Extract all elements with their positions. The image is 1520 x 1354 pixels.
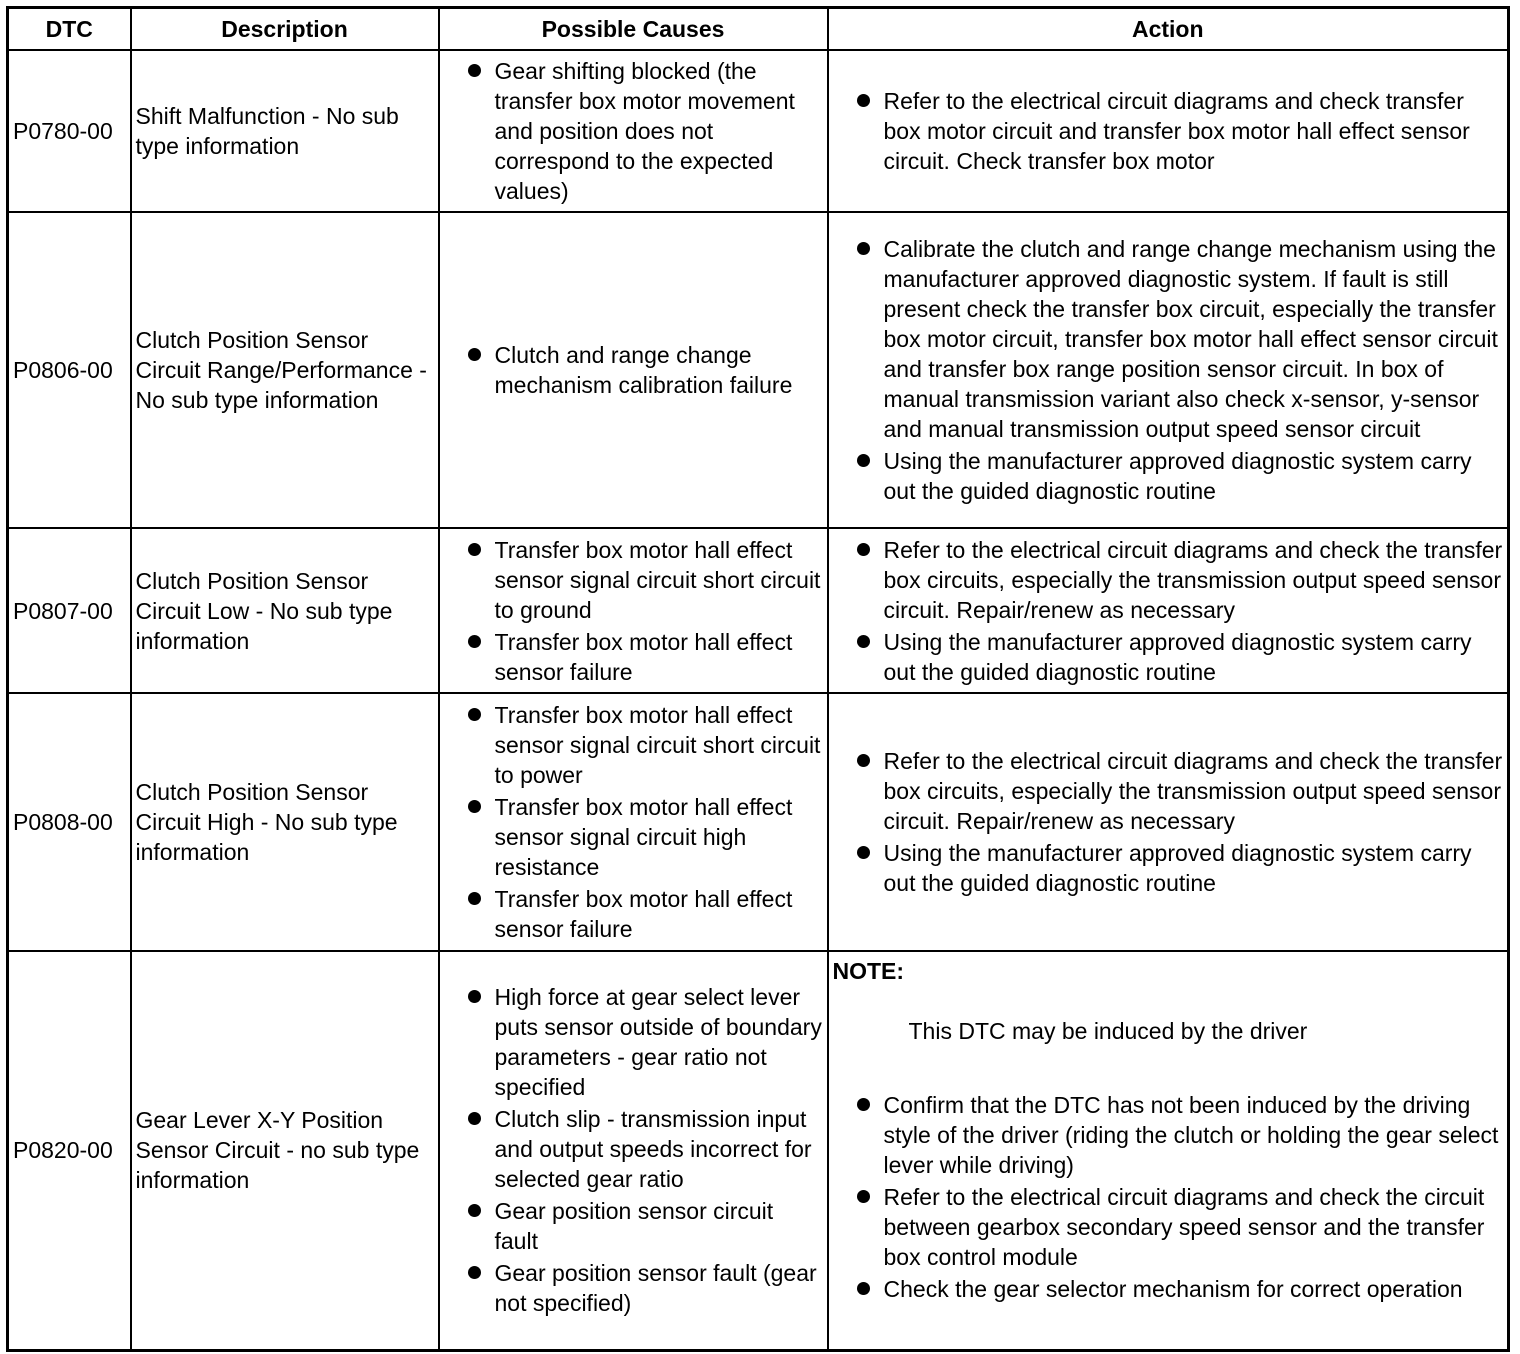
dtc-description: Gear Lever X-Y Position Sensor Circuit - no sub type information <box>131 951 439 1350</box>
list-item: Using the manufacturer approved diagnostic system carry out the guided diagnostic routine <box>833 627 1504 687</box>
causes-list <box>444 340 823 400</box>
table-row <box>8 50 1509 212</box>
table-header-row <box>8 8 1509 51</box>
causes-list <box>444 535 823 687</box>
action-cell <box>828 528 1509 693</box>
actions-list <box>833 1090 1504 1304</box>
actions-list <box>833 86 1504 176</box>
list-item: Check the gear selector mechanism for correct operation <box>833 1274 1504 1304</box>
dtc-code: P0820-00 <box>8 951 131 1350</box>
action-cell <box>828 212 1509 528</box>
causes-list <box>444 982 823 1318</box>
possible-causes-cell <box>439 951 828 1350</box>
dtc-table <box>6 6 1510 1352</box>
dtc-code: P0807-00 <box>8 528 131 693</box>
header-possible-causes: Possible Causes <box>439 8 828 51</box>
dtc-code: P0808-00 <box>8 693 131 951</box>
list-item: High force at gear select lever puts sensor outside of boundary parameters - gear ratio not specified <box>444 982 823 1102</box>
actions-list <box>833 234 1504 506</box>
header-description: Description <box>131 8 439 51</box>
list-item: Refer to the electrical circuit diagrams and check the circuit between gearbox secondary speed sensor and the transfer box control module <box>833 1182 1504 1272</box>
possible-causes-cell <box>439 212 828 528</box>
table-row <box>8 528 1509 693</box>
table-row <box>8 951 1509 1350</box>
note-text: This DTC may be induced by the driver <box>908 1018 1308 1044</box>
table-row <box>8 693 1509 951</box>
action-cell <box>828 951 1509 1350</box>
causes-list <box>444 56 823 206</box>
list-item: Transfer box motor hall effect sensor failure <box>444 884 823 944</box>
dtc-description: Clutch Position Sensor Circuit Low - No sub type information <box>131 528 439 693</box>
causes-list <box>444 700 823 944</box>
list-item: Gear position sensor fault (gear not specified) <box>444 1258 823 1318</box>
actions-list <box>833 746 1504 898</box>
list-item: Gear position sensor circuit fault <box>444 1196 823 1256</box>
note-label: NOTE: <box>832 958 905 984</box>
list-item: Transfer box motor hall effect sensor signal circuit short circuit to ground <box>444 535 823 625</box>
list-item: Using the manufacturer approved diagnostic system carry out the guided diagnostic routine <box>833 446 1504 506</box>
list-item: Transfer box motor hall effect sensor signal circuit short circuit to power <box>444 700 823 790</box>
list-item: Clutch and range change mechanism calibration failure <box>444 340 823 400</box>
action-cell <box>828 50 1509 212</box>
list-item: Refer to the electrical circuit diagrams and check transfer box motor circuit and transfer box motor hall effect sensor circuit. Check transfer box motor <box>833 86 1504 176</box>
list-item: Transfer box motor hall effect sensor signal circuit high resistance <box>444 792 823 882</box>
header-action: Action <box>828 8 1509 51</box>
list-item: Clutch slip - transmission input and output speeds incorrect for selected gear ratio <box>444 1104 823 1194</box>
list-item: Transfer box motor hall effect sensor failure <box>444 627 823 687</box>
action-cell <box>828 693 1509 951</box>
dtc-description: Clutch Position Sensor Circuit Range/Performance - No sub type information <box>131 212 439 528</box>
list-item: Gear shifting blocked (the transfer box motor movement and position does not correspond to the expected values) <box>444 56 823 206</box>
possible-causes-cell <box>439 528 828 693</box>
list-item: Confirm that the DTC has not been induced by the driving style of the driver (riding the clutch or holding the gear select lever while driving) <box>833 1090 1504 1180</box>
table-row <box>8 212 1509 528</box>
actions-list <box>833 535 1504 687</box>
header-dtc: DTC <box>8 8 131 51</box>
dtc-code: P0806-00 <box>8 212 131 528</box>
possible-causes-cell <box>439 50 828 212</box>
list-item: Refer to the electrical circuit diagrams and check the transfer box circuits, especially the transmission output speed sensor circuit. Repair/renew as necessary <box>833 535 1504 625</box>
list-item: Refer to the electrical circuit diagrams and check the transfer box circuits, especially the transmission output speed sensor circuit. Repair/renew as necessary <box>833 746 1504 836</box>
list-item: Using the manufacturer approved diagnostic system carry out the guided diagnostic routine <box>833 838 1504 898</box>
possible-causes-cell <box>439 693 828 951</box>
list-item: Calibrate the clutch and range change mechanism using the manufacturer approved diagnostic system. If fault is still present check the transfer box circuit, especially the transfer box motor circuit, transfer box motor hall effect sensor circuit and transfer box range position sensor circuit. In box of manual transmission variant also check x-sensor, y-sensor and manual transmission output speed sensor circuit <box>833 234 1504 444</box>
dtc-code: P0780-00 <box>8 50 131 212</box>
dtc-description: Shift Malfunction - No sub type information <box>131 50 439 212</box>
dtc-description: Clutch Position Sensor Circuit High - No sub type information <box>131 693 439 951</box>
